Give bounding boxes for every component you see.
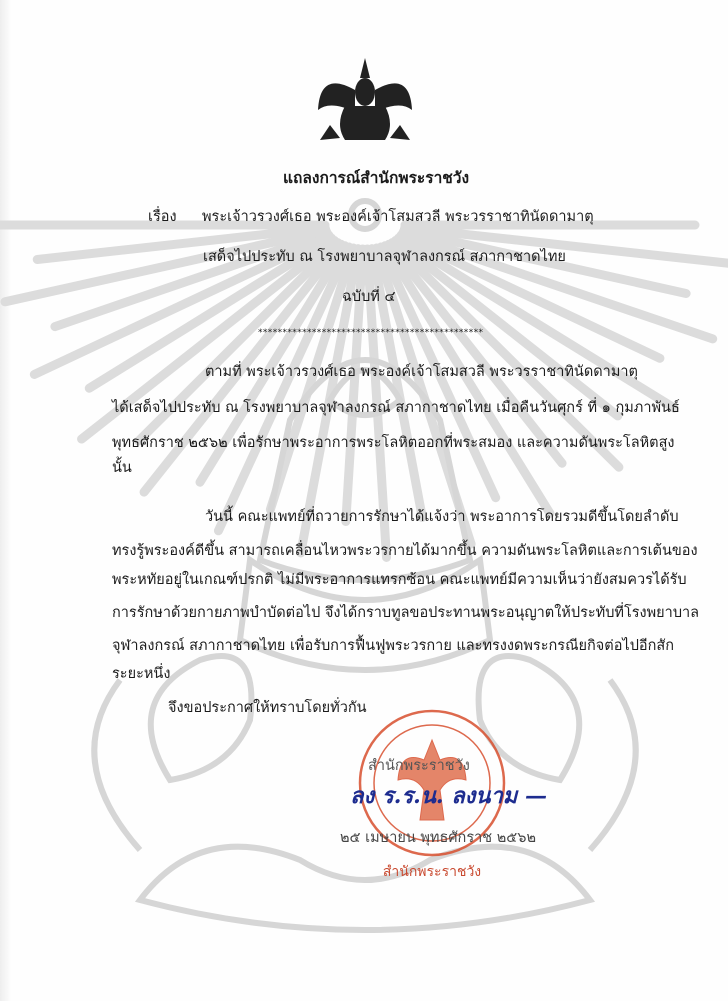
issue-date: ๒๕ เมษายน พุทธศักราช ๒๕๖๒ xyxy=(340,830,536,846)
subject-line-1: พระเจ้าวรวงศ์เธอ พระองค์เจ้าโสมสวลี พระวรราชาทินัดดามาตุ xyxy=(202,209,594,225)
body-line: ได้เสด็จไปประทับ ณ โรงพยาบาลจุฬาลงกรณ์ สภากาชาดไทย เมื่อคืนวันศุกร์ ที่ ๑ กุมภาพันธ์ xyxy=(112,400,680,416)
subject-label: เรื่อง xyxy=(148,209,177,225)
subject-line-2: เสด็จไปประทับ ณ โรงพยาบาลจุฬาลงกรณ์ สภากาชาดไทย xyxy=(203,249,566,265)
issue-number: ฉบับที่ ๔ xyxy=(342,289,396,305)
issuer-name: สำนักพระราชวัง xyxy=(368,758,470,774)
body-line: พุทธศักราช ๒๕๖๒ เพื่อรักษาพระอาการพระโลหิตออกที่พระสมอง และความดันพระโลหิตสูง xyxy=(112,435,675,451)
body-line-last: ระยะหนึ่ง xyxy=(112,666,171,682)
body-line: จุฬาลงกรณ์ สภากาชาดไทย เพื่อรับการฟื้นฟูพระวรกาย และทรงงดพระกรณียกิจต่อไปอีกสัก xyxy=(112,638,675,654)
body-line: วันนี้ คณะแพทย์ที่ถวายการรักษาได้แจ้งว่า พระอาการโดยรวมดีขึ้นโดยลำดับ xyxy=(205,509,679,525)
announcement-title: แถลงการณ์สำนักพระราชวัง xyxy=(283,169,470,187)
separator: ********************************************** xyxy=(258,328,484,338)
body-line: พระหทัยอยู่ในเกณฑ์ปรกติ ไม่มีพระอาการแทรกซ้อน คณะแพทย์มีความเห็นว่ายังสมควรได้รับ xyxy=(112,572,687,588)
signature: ลง ร.ร.น. ลงนาม — xyxy=(350,783,547,809)
body-line: ทรงรู้พระองค์ดีขึ้น สามารถเคลื่อนไหวพระวรกายได้มากขึ้น ความดันพระโลหิตและการเต้นของ xyxy=(112,543,698,559)
body-line: นั้น xyxy=(112,460,132,476)
body-line: การรักษาด้วยกายภาพบำบัดต่อไป จึงได้กราบทูลขอประทานพระอนุญาตให้ประทับที่โรงพยาบาล xyxy=(112,605,700,621)
seal-text: สำนักพระราชวัง xyxy=(382,864,482,880)
body-line: ตามที่ พระเจ้าวรวงศ์เธอ พระองค์เจ้าโสมสวลี พระวรราชาทินัดดามาตุ xyxy=(205,364,638,380)
closing-line: จึงขอประกาศให้ทราบโดยทั่วกัน xyxy=(168,700,367,716)
